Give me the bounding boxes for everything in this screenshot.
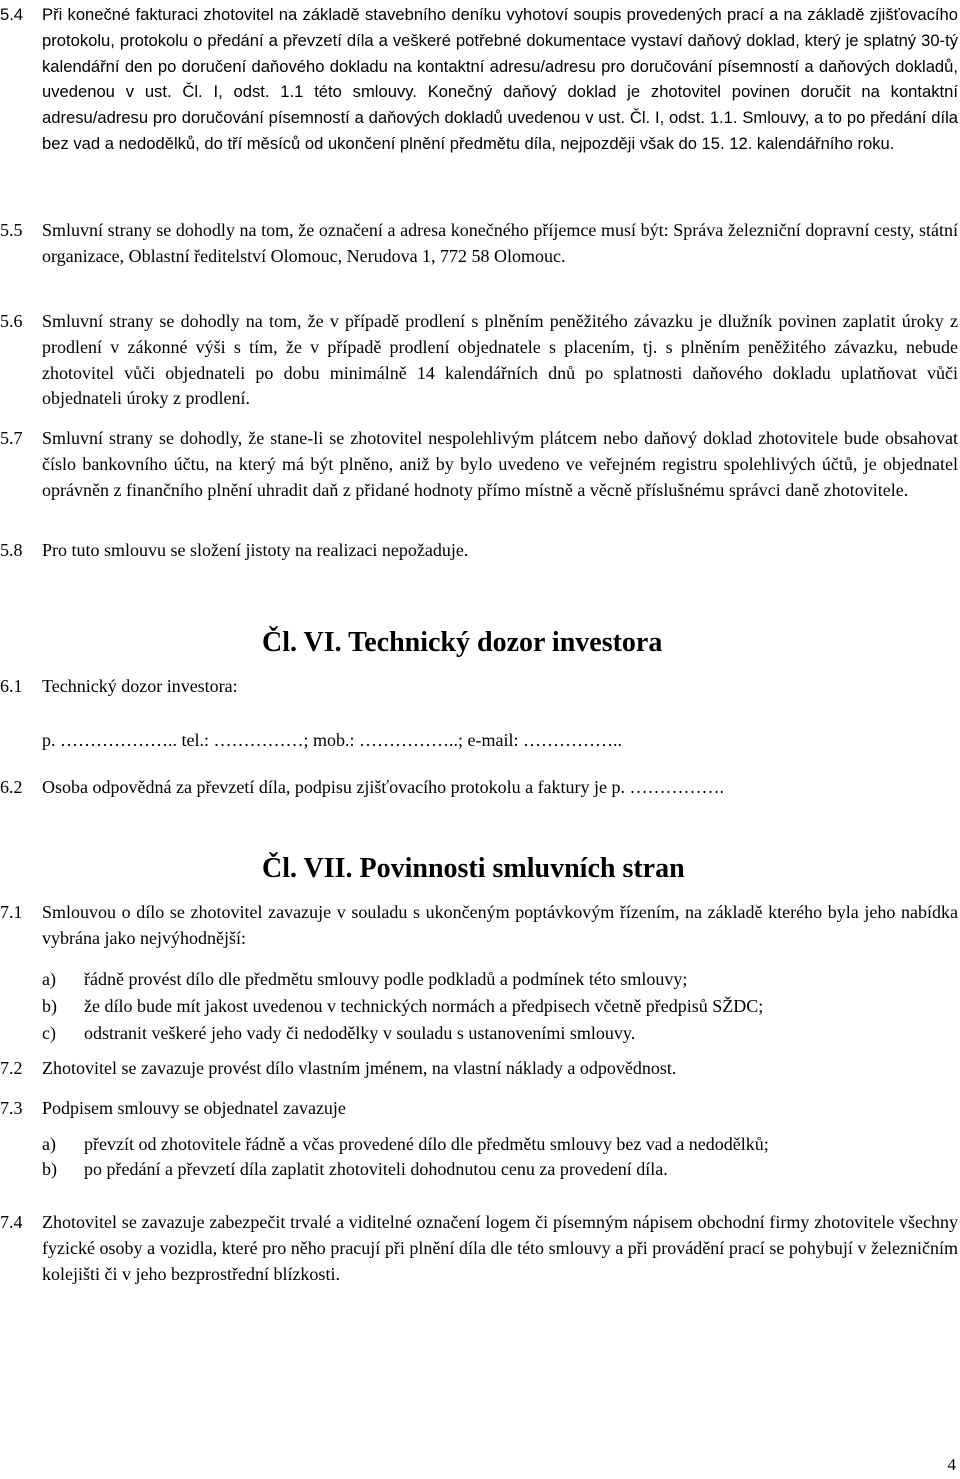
paragraph-text: Smluvní strany se dohodly na tom, že v případě prodlení s plněním peněžitého závazku je dlužník povinen zaplatit úroky z prodlení v zákonné výši s tím, že v případě prodlení objednatele s placením, tj. s plněním peněžitého závazku, nebude zhotovitel vůči objednateli po dobu minimálně 14 kalendářních dnů po splatnosti daňového dokladu uplatňovat vůči objednateli úroky z prodlení. bbox=[42, 311, 958, 409]
paragraph-7-2 bbox=[0, 1056, 958, 1082]
list-item bbox=[42, 1157, 958, 1183]
list-item bbox=[42, 1021, 958, 1047]
paragraph-7-1 bbox=[0, 900, 958, 952]
paragraph-5-7 bbox=[0, 426, 958, 503]
list-item-label: a) bbox=[42, 1134, 56, 1154]
paragraph-5-6 bbox=[0, 309, 958, 412]
page-number: 4 bbox=[947, 1455, 956, 1474]
paragraph-text: Smluvní strany se dohodly, že stane-li se zhotovitel nespolehlivým plátcem nebo daňový doklad zhotovitele bude obsahovat číslo bankovního účtu, na který má být plněno, aniž by bylo uvedeno ve veřejném registru spolehlivých účtů, je objednatel oprávněn z finančního plnění uhradit daň z přidané hodnoty přímo místně a věcně příslušnému správci daně zhotovitele. bbox=[42, 428, 958, 500]
paragraph-number: 6.2 bbox=[0, 777, 23, 797]
paragraph-text: Podpisem smlouvy se objednatel zavazuje bbox=[42, 1098, 346, 1118]
paragraph-number: 5.4 bbox=[0, 5, 24, 24]
paragraph-text: Při konečné fakturaci zhotovitel na základě stavebního deníku vyhotoví soupis provedených prací a na základě zjišťovacího protokolu, protokolu o předání a převzetí díla a veškeré potřebné dokumentace vystaví daňový doklad, který je splatný 30-tý kalendářní den po doručení daňového dokladu na kontaktní adresu/adresu pro doručování písemností a daňových dokladů, uvedenou v ust. Čl. I, odst. 1.1 této smlouvy. Konečný daňový doklad je zhotovitel povinen doručit na kontaktní adresu/adresu pro doručování písemností a daňových dokladů uvedenou v ust. Čl. I, odst. 1.1. Smlouvy, a to po předání díla bez vad a nedodělků, do tří měsíců od ukončení plnění předmětu díla, nejpozději však do 15. 12. kalendářního roku. bbox=[42, 5, 958, 153]
list-item bbox=[42, 967, 958, 993]
paragraph-number: 6.1 bbox=[0, 676, 23, 696]
paragraph-number: 7.4 bbox=[0, 1212, 23, 1232]
list-item-label: b) bbox=[42, 996, 57, 1016]
list-item-text: řádně provést dílo dle předmětu smlouvy podle podkladů a podmínek této smlouvy; bbox=[84, 969, 688, 989]
list-item-text: že dílo bude mít jakost uvedenou v technických normách a předpisech včetně předpisů SŽDC; bbox=[84, 996, 764, 1016]
paragraph-6-2 bbox=[0, 775, 958, 801]
paragraph-text: Smluvní strany se dohodly na tom, že označení a adresa konečného příjemce musí být: Správa železniční dopravní cesty, státní organizace, Oblastní ředitelství Olomouc, Nerudova 1, 772 58 Olomouc. bbox=[42, 220, 958, 266]
paragraph-5-5 bbox=[0, 218, 958, 270]
list-item-text: odstranit veškeré jeho vady či nedodělky v souladu s ustanoveními smlouvy. bbox=[84, 1023, 636, 1043]
paragraph-number: 7.3 bbox=[0, 1098, 23, 1118]
section-heading-vi: Čl. VI. Technický dozor investora bbox=[262, 627, 663, 658]
paragraph-text: Pro tuto smlouvu se složení jistoty na realizaci nepožaduje. bbox=[42, 540, 469, 560]
paragraph-5-8 bbox=[0, 538, 958, 564]
list-item-text: po předání a převzetí díla zaplatit zhotoviteli dohodnutou cenu za provedení díla. bbox=[84, 1159, 668, 1179]
paragraph-6-1 bbox=[0, 674, 958, 700]
paragraph-number: 5.8 bbox=[0, 540, 23, 560]
paragraph-text: Technický dozor investora: bbox=[42, 676, 238, 696]
list-item bbox=[42, 994, 958, 1020]
paragraph-number: 5.6 bbox=[0, 311, 23, 331]
list-item-text: převzít od zhotovitele řádně a včas provedené dílo dle předmětu smlouvy bez vad a nedodělků; bbox=[84, 1134, 769, 1154]
list-item bbox=[42, 1132, 958, 1158]
contact-line: p. ……………….. tel.: ……………; mob.: ……………..; e-mail: …………….. bbox=[42, 730, 622, 750]
paragraph-5-4 bbox=[0, 2, 958, 157]
paragraph-7-3 bbox=[0, 1096, 958, 1122]
paragraph-7-4 bbox=[0, 1210, 958, 1287]
paragraph-number: 5.5 bbox=[0, 220, 23, 240]
section-heading-vii: Čl. VII. Povinnosti smluvních stran bbox=[262, 853, 685, 884]
list-item-label: b) bbox=[42, 1159, 57, 1179]
paragraph-number: 5.7 bbox=[0, 428, 23, 448]
paragraph-text: Osoba odpovědná za převzetí díla, podpisu zjišťovacího protokolu a faktury je p. ……………. bbox=[42, 777, 725, 797]
paragraph-text: Smlouvou o dílo se zhotovitel zavazuje v souladu s ukončeným poptávkovým řízením, na základě kterého byla jeho nabídka vybrána jako nejvýhodnější: bbox=[42, 902, 958, 948]
paragraph-text: Zhotovitel se zavazuje provést dílo vlastním jménem, na vlastní náklady a odpovědnost. bbox=[42, 1058, 677, 1078]
paragraph-text: Zhotovitel se zavazuje zabezpečit trvalé a viditelné označení logem či písemným nápisem obchodní firmy zhotovitele všechny fyzické osoby a vozidla, které pro něho pracují při plnění díla dle této smlouvy a při provádění prací se pohybují v železničním kolejišti či v jeho bezprostřední blízkosti. bbox=[42, 1212, 958, 1284]
paragraph-number: 7.2 bbox=[0, 1058, 23, 1078]
list-item-label: c) bbox=[42, 1023, 56, 1043]
paragraph-number: 7.1 bbox=[0, 902, 23, 922]
list-item-label: a) bbox=[42, 969, 56, 989]
